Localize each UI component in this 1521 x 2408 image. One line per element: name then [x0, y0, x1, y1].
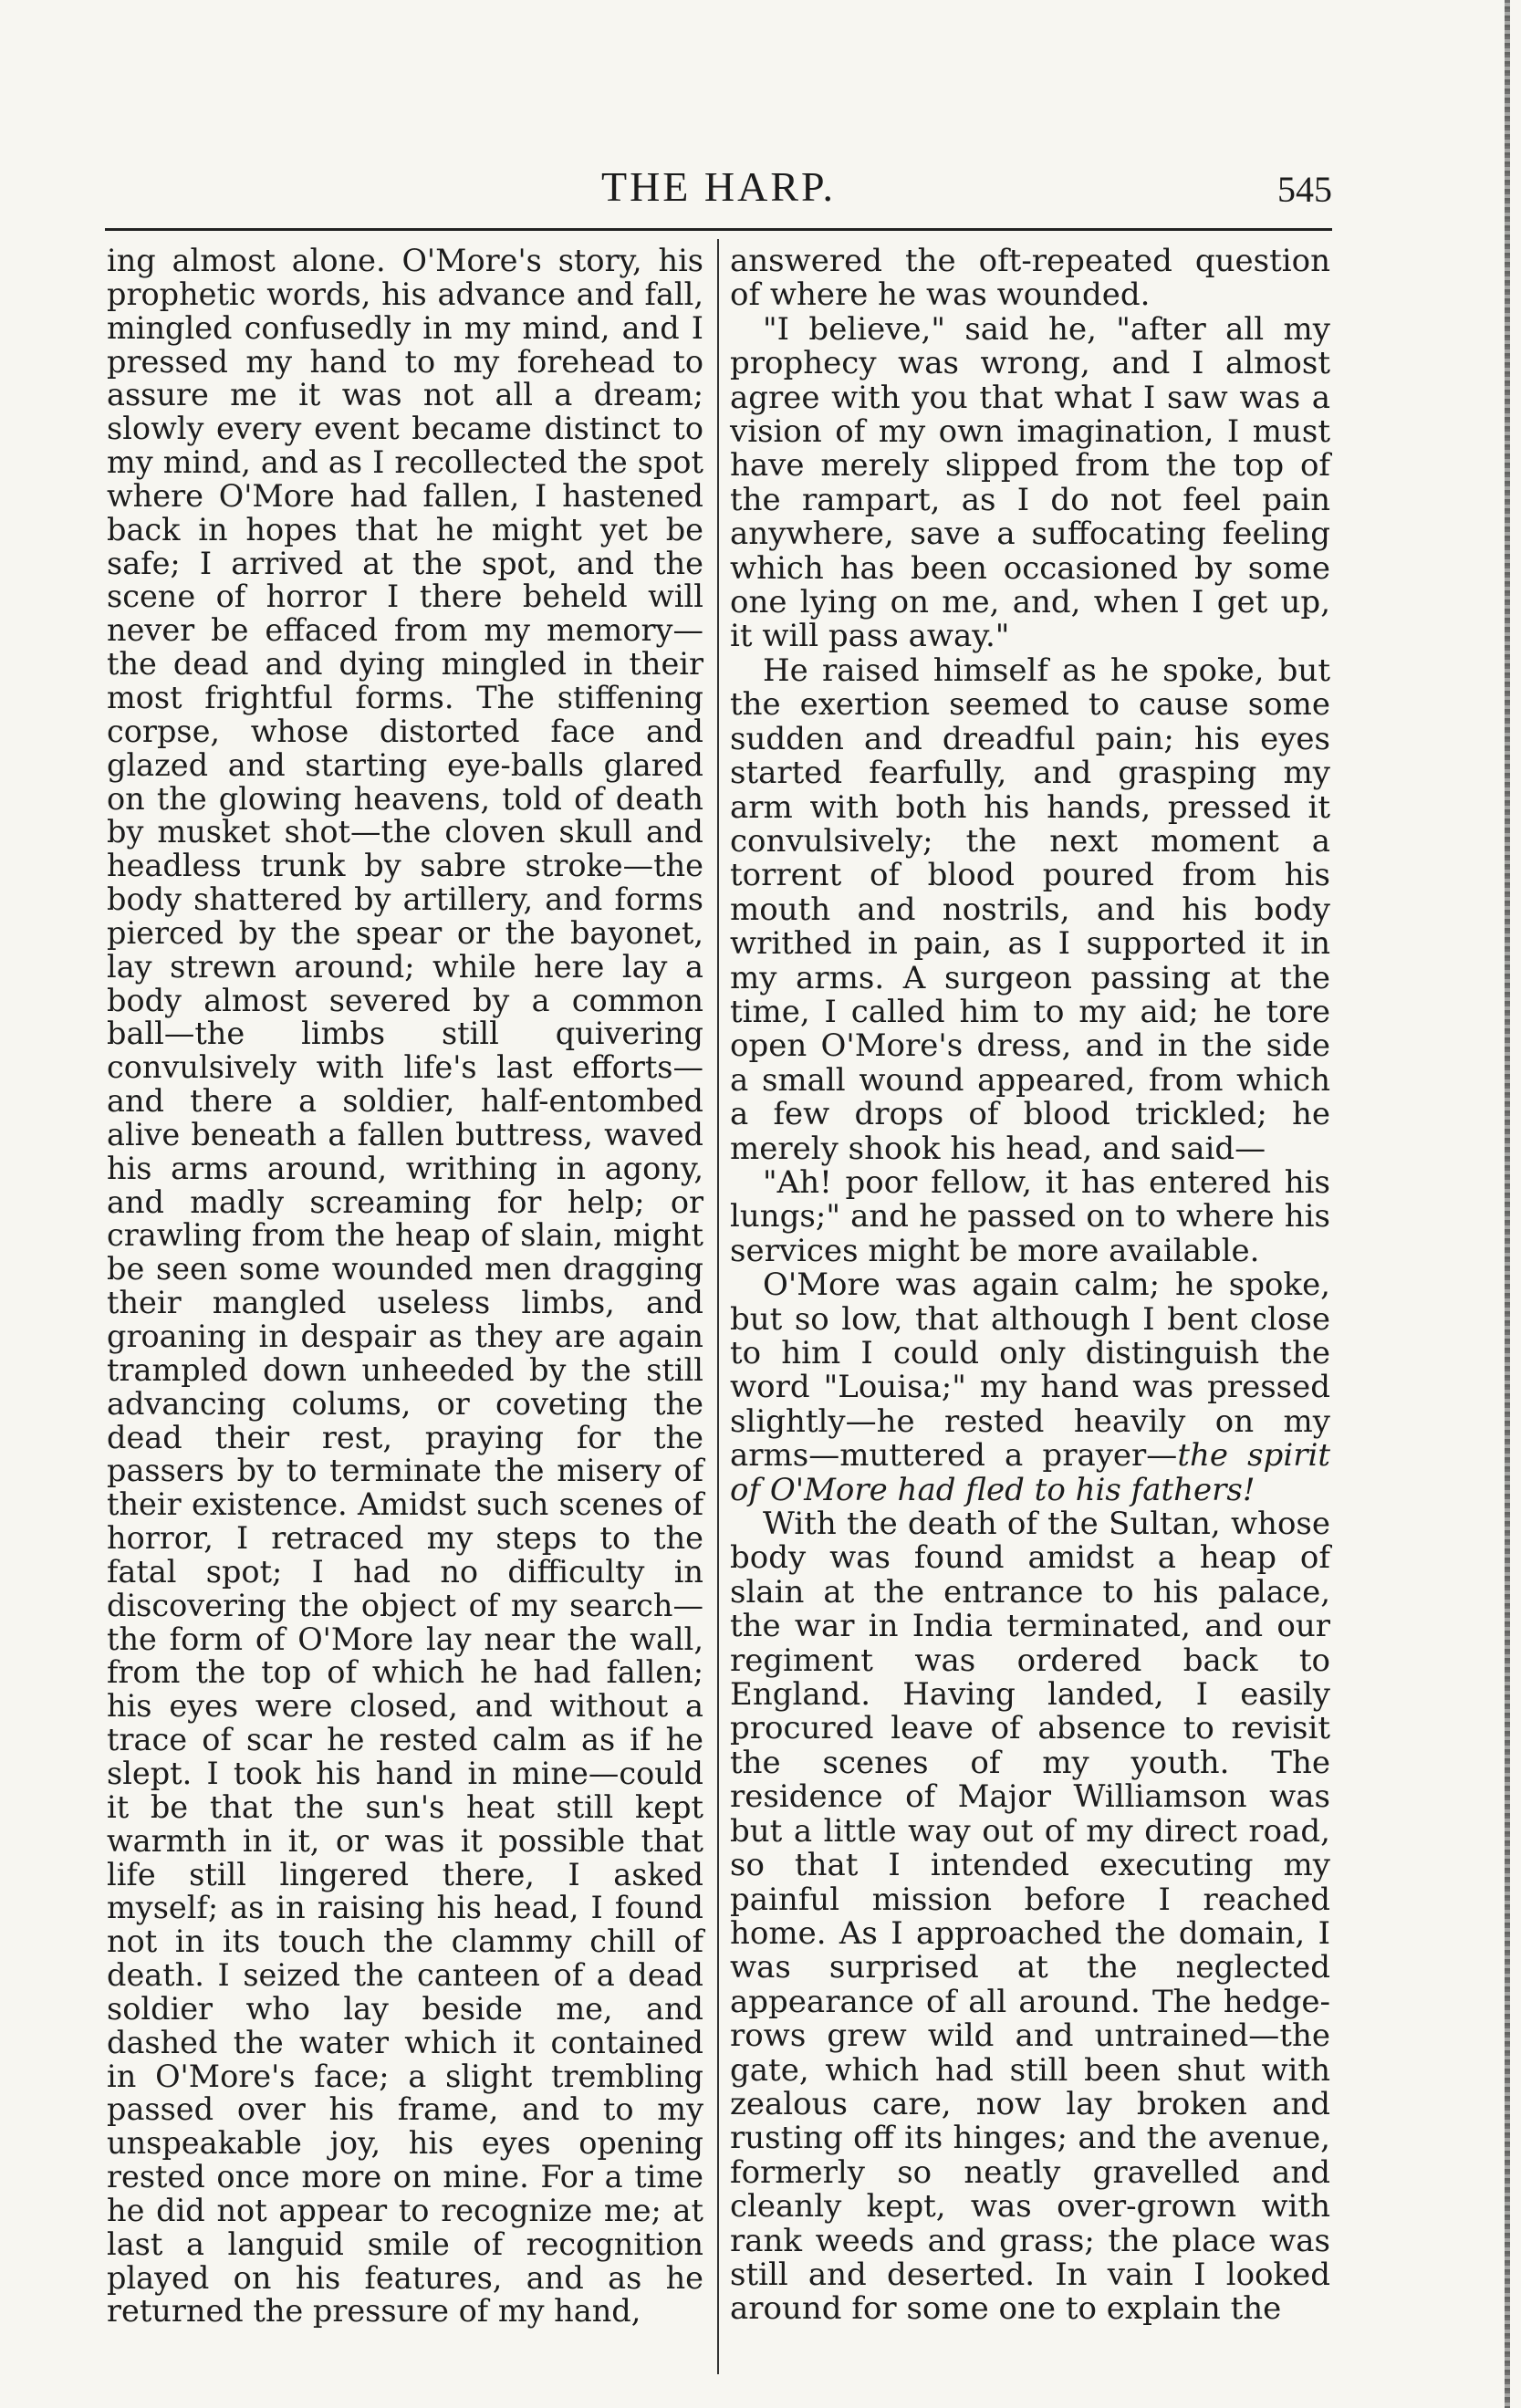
page-number: 545 — [1277, 169, 1332, 210]
right-column — [730, 245, 1330, 2380]
paragraph: "I believe," said he, "after all my prophecy was wrong, and I almost agree with you that what I saw was a vision of my own imagination, I must have merely slipped from the top of the rampart, as I do not feel pain anywhere, save a suffocating feeling which has been occasioned by some one lying on me, and, when I get up, it will pass away." — [730, 310, 1330, 655]
paragraph-text: O'More was again calm; he spoke, but so low, that although I bent close to him I could only distinguish the word "Louisa;" my hand was pressed slightly—he rested heavily on my arms—muttered a prayer— — [730, 1267, 1330, 1475]
running-title: THE HARP. — [600, 163, 837, 210]
left-column — [107, 245, 703, 2380]
header-rule — [105, 228, 1332, 231]
column-divider — [717, 239, 719, 2374]
binding-edge — [1505, 0, 1510, 2408]
page-header — [105, 153, 1332, 217]
paragraph — [730, 1268, 1330, 1507]
paragraph: He raised himself as he spoke, but the exertion seemed to cause some sudden and dreadful pain; his eyes started fearfully, and grasping my arm with both his hands, pressed it convulsively; the next moment a torrent of blood poured from his mouth and nostrils, and his body writhed in pain, as I supported it in my arms. A surgeon passing at the time, I called him to my aid; he tore open O'More's dress, and in the side a small wound appeared, from which a few drops of blood trickled; he merely shook his head, and said— — [730, 652, 1330, 1167]
paragraph: ing almost alone. O'More's story, his prophetic words, his advance and fall, mingled confusedly in my mind, and I pressed my hand to my forehead to assure me it was not all a dream; slowly every event became distinct to my mind, and as I recollected the spot where O'More had fallen, I hastened back in hopes that he might yet be safe; I arrived at the spot, and the scene of horror I there beheld will never be effaced from my memory—the dead and dying mingled in their most frightful forms. The stiffening corpse, whose distorted face and glazed and starting eye-balls glared on the glowing heavens, told of death by musket shot—the cloven skull and headless trunk by sabre stroke—the body shattered by artillery, and forms pierced by the spear or the bayonet, lay strewn around; while here lay a body almost severed by a common ball—the limbs still quivering convulsively with life's last efforts—and there a soldier, half-entombed alive beneath a fallen buttress, waved his arms around, writhing in agony, and madly screaming for help; or crawling from the heap of slain, might be seen some wounded men dragging their mangled useless limbs, and groaning in despair as they are again trampled down unheeded by the still advancing colums, or coveting the dead their rest, praying for the passers by to terminate the misery of their existence. Amidst such scenes of horror, I retraced my steps to the fatal spot; I had no difficulty in discovering the object of my search—the form of O'More lay near the wall, from the top of which he had fallen; his eyes were closed, and without a trace of scar he rested calm as if he slept. I took his hand in mine—could it be that the sun's heat still kept warmth in it, or was it possible that life still lingered there, I asked myself; as in raising his head, I found not in its touch the clammy chill of death. I seized the canteen of a dead soldier who lay beside me, and dashed the water which it contained in O'More's face; a slight trembling passed over his frame, and to my unspeakable joy, his eyes opening rested once more on mine. For a time he did not appear to recognize me; at last a languid smile of recognition played on his features, and as he returned the pressure of my hand, — [107, 243, 703, 2330]
paragraph: "Ah! poor fellow, it has entered his lungs;" and he passed on to where his services might be more available. — [730, 1163, 1330, 1269]
italic-text: the spirit of O'More had fled to his fathers! — [730, 1437, 1330, 1508]
paragraph: answered the oft-repeated question of where he was wounded. — [730, 243, 1330, 314]
paragraph: With the death of the Sultan, whose body was found amidst a heap of slain at the entrance to his palace, the war in India terminated, and our regiment was ordered back to England. Having landed, I easily procured leave of absence to revisit the scenes of my youth. The residence of Major Williamson was but a little way out of my direct road, so that I intended executing my painful mission before I reached home. As I approached the domain, I was surprised at the neglected appearance of all around. The hedge-rows grew wild and untrained—the gate, which had still been shut with zealous care, now lay broken and rusting off its hinges; and the avenue, formerly so neatly gravelled and cleanly kept, was over-grown with rank weeds and grass; the place was still and deserted. In vain I looked around for some one to explain the — [730, 1506, 1330, 2328]
